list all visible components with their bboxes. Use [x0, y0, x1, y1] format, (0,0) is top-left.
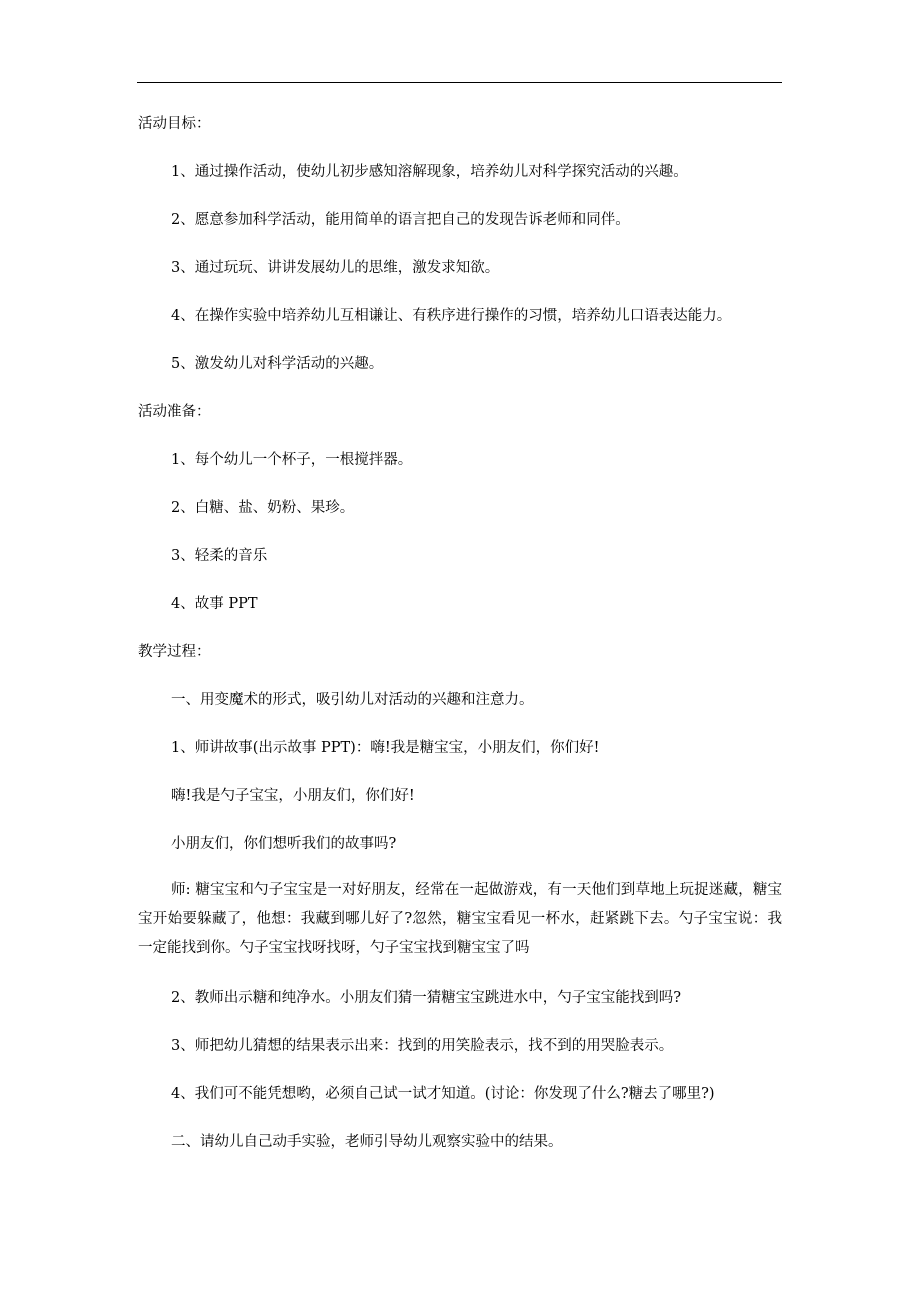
header-rule [137, 82, 782, 83]
prep-item-3: 3、轻柔的音乐 [171, 548, 268, 564]
process-after-1: 2、教师出示糖和纯净水。小朋友们猜一猜糖宝宝跳进水中，勺子宝宝能找到吗? [171, 990, 681, 1006]
goal-item-4: 4、在操作实验中培养幼儿互相谦让、有秩序进行操作的习惯，培养幼儿口语表达能力。 [171, 308, 732, 324]
process-after-3: 4、我们可不能凭想哟，必须自己试一试才知道。(讨论：你发现了什么?糖去了哪里?) [171, 1086, 715, 1102]
prep-heading: 活动准备： [138, 404, 211, 420]
process-line-2: 1、师讲故事(出示故事 PPT)：嗨!我是糖宝宝，小朋友们，你们好! [171, 740, 600, 756]
goal-item-3: 3、通过玩玩、讲讲发展幼儿的思维，激发求知欲。 [171, 260, 500, 276]
process-heading: 教学过程： [138, 644, 211, 660]
goal-item-5: 5、激发幼儿对科学活动的兴趣。 [171, 356, 384, 372]
goals-heading: 活动目标： [138, 116, 211, 132]
process-line-3: 嗨!我是勺子宝宝，小朋友们，你们好! [171, 788, 415, 804]
prep-item-1: 1、每个幼儿一个杯子，一根搅拌器。 [171, 452, 413, 468]
goal-item-1: 1、通过操作活动，使幼儿初步感知溶解现象，培养幼儿对科学探究活动的兴趣。 [171, 164, 688, 180]
process-line-4: 小朋友们，你们想听我们的故事吗? [171, 836, 397, 852]
process-after-4: 二、请幼儿自己动手实验，老师引导幼儿观察实验中的结果。 [171, 1134, 563, 1150]
process-line-1: 一、用变魔术的形式，吸引幼儿对活动的兴趣和注意力。 [171, 692, 534, 708]
goal-item-2: 2、愿意参加科学活动，能用简单的语言把自己的发现告诉老师和同伴。 [171, 212, 630, 228]
prep-item-2: 2、白糖、盐、奶粉、果珍。 [171, 500, 355, 516]
prep-item-4: 4、故事 PPT [171, 596, 258, 612]
process-after-2: 3、师把幼儿猜想的结果表示出来：找到的用笑脸表示，找不到的用哭脸表示。 [171, 1038, 674, 1054]
story-paragraph: 师: 糖宝宝和勺子宝宝是一对好朋友，经常在一起做游戏，有一天他们到草地上玩捉迷藏，糖宝宝开始要躲藏了，他想：我藏到哪儿好了?忽然，糖宝宝看见一杯水，赶紧跳下去。勺子宝宝说：我一定能找到你。勺子宝宝找呀找呀，勺子宝宝找到糖宝宝了吗 [138, 882, 782, 956]
